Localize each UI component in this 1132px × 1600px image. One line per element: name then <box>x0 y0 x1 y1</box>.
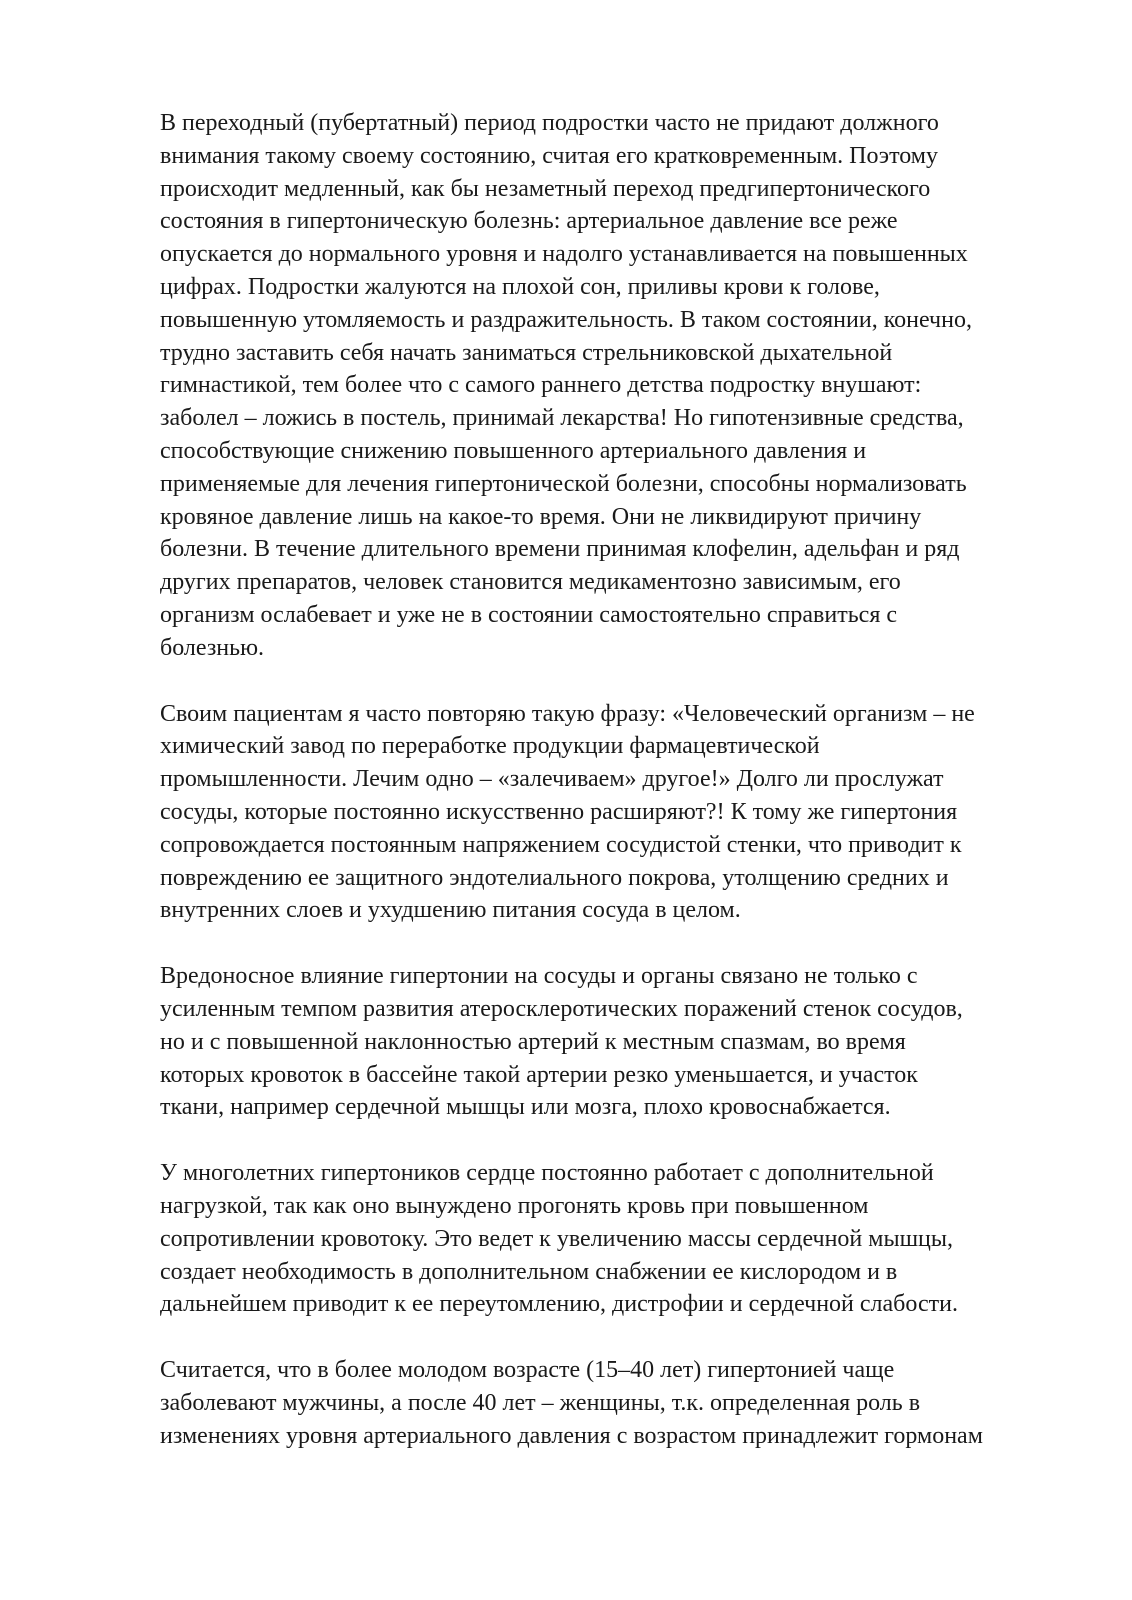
text-line: организм ослабевает и уже не в состоянии самостоятельно справиться с <box>160 601 898 628</box>
text-line: состояния в гипертоническую болезнь: артериальное давление все реже <box>160 208 898 235</box>
text-line: гимнастикой, тем более что с самого раннего детства подростку внушают: <box>160 372 922 399</box>
paragraph <box>160 960 1060 1124</box>
text-line: но и с повышенной наклонностью артерий к местным спазмам, во время <box>160 1028 906 1055</box>
text-line: создает необходимость в дополнительном снабжении ее кислородом и в <box>160 1258 898 1285</box>
text-line: способствующие снижению повышенного артериального давления и <box>160 437 867 464</box>
text-line: дальнейшем приводит к ее переутомлению, дистрофии и сердечной слабости. <box>160 1291 958 1318</box>
paragraph <box>160 1157 1060 1321</box>
text-line: внимания такому своему состоянию, считая его кратковременным. Поэтому <box>160 142 938 169</box>
text-line: повреждению ее защитного эндотелиального покрова, утолщению средних и <box>160 864 949 891</box>
paragraph <box>160 698 1060 928</box>
document-body <box>160 107 1060 1485</box>
text-line: сопровождается постоянным напряжением сосудистой стенки, что приводит к <box>160 831 962 858</box>
text-line: применяемые для лечения гипертонической болезни, способны нормализовать <box>160 470 967 497</box>
text-line: ткани, например сердечной мышцы или мозга, плохо кровоснабжается. <box>160 1094 891 1121</box>
text-line: болезни. В течение длительного времени принимая клофелин, адельфан и ряд <box>160 536 960 563</box>
text-line: заболевают мужчины, а после 40 лет – женщины, т.к. определенная роль в <box>160 1389 921 1416</box>
text-line: заболел – ложись в постель, принимай лекарства! Но гипотензивные средства, <box>160 405 964 432</box>
text-line: внутренних слоев и ухудшению питания сосуда в целом. <box>160 897 741 924</box>
text-line: трудно заставить себя начать заниматься стрельниковской дыхательной <box>160 339 893 366</box>
paragraph <box>160 1354 1060 1452</box>
text-line: повышенную утомляемость и раздражительность. В таком состоянии, конечно, <box>160 306 972 333</box>
text-line: усиленным темпом развития атеросклеротических поражений стенок сосудов, <box>160 995 963 1022</box>
text-line: сосуды, которые постоянно искусственно расширяют?! К тому же гипертония <box>160 798 958 825</box>
text-line: Считается, что в более молодом возрасте (15–40 лет) гипертонией чаще <box>160 1357 895 1384</box>
text-line: В переходный (пубертатный) период подростки часто не придают должного <box>160 110 939 136</box>
paragraph <box>160 107 1060 665</box>
text-line: болезнью. <box>160 634 265 661</box>
text-line: других препаратов, человек становится медикаментозно зависимым, его <box>160 569 901 596</box>
text-line: Своим пациентам я часто повторяю такую фразу: «Человеческий организм – не <box>160 700 975 727</box>
text-line: промышленности. Лечим одно – «залечиваем» другое!» Долго ли прослужат <box>160 766 944 793</box>
text-line: сопротивлении кровотоку. Это ведет к увеличению массы сердечной мышцы, <box>160 1225 954 1252</box>
text-line: которых кровоток в бассейне такой артерии резко уменьшается, и участок <box>160 1061 918 1088</box>
text-line: изменениях уровня артериального давления с возрастом принадлежит гормонам <box>160 1422 983 1449</box>
text-line: Вредоносное влияние гипертонии на сосуды и органы связано не только с <box>160 963 918 990</box>
text-line: нагрузкой, так как оно вынуждено прогонять кровь при повышенном <box>160 1192 869 1219</box>
text-line: опускается до нормального уровня и надолго устанавливается на повышенных <box>160 241 968 268</box>
text-line: происходит медленный, как бы незаметный переход предгипертонического <box>160 175 931 202</box>
text-line: цифрах. Подростки жалуются на плохой сон, приливы крови к голове, <box>160 273 880 300</box>
text-line: химический завод по переработке продукции фармацевтической <box>160 733 820 760</box>
text-line: кровяное давление лишь на какое-то время. Они не ликвидируют причину <box>160 503 922 530</box>
text-line: У многолетних гипертоников сердце постоянно работает с дополнительной <box>160 1160 934 1187</box>
